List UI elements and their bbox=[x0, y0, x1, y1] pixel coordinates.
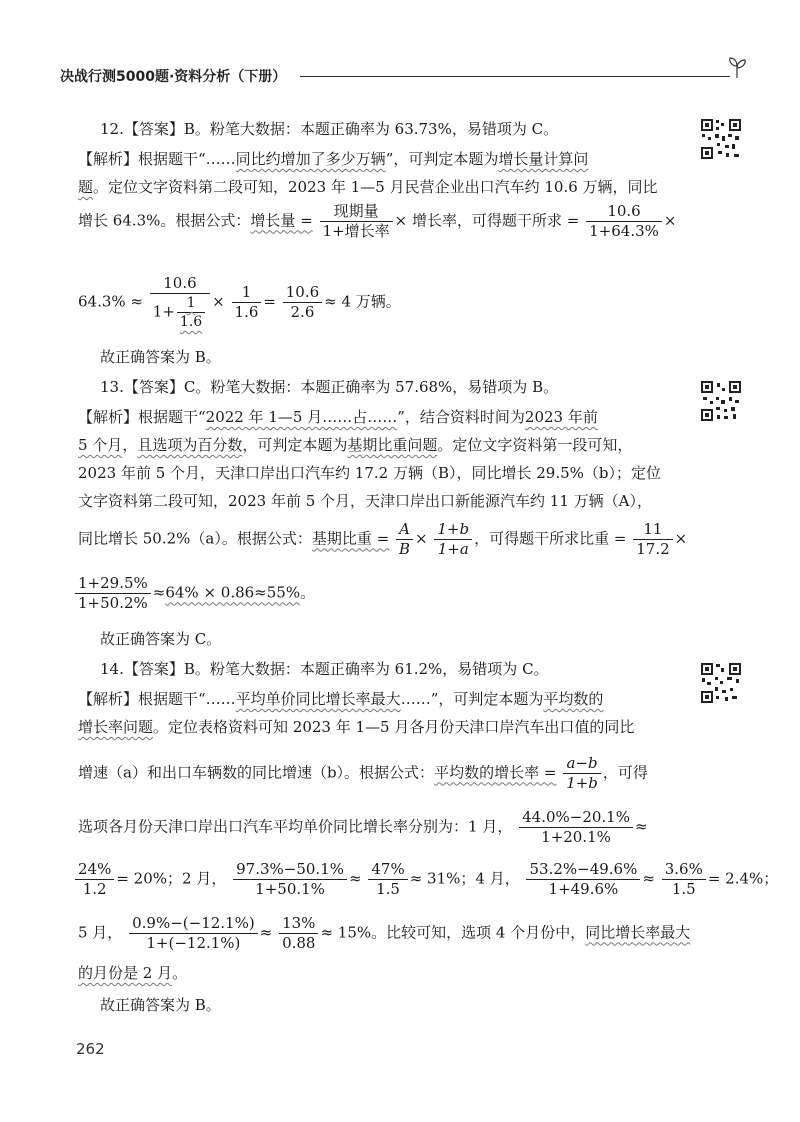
nested-fraction bbox=[177, 296, 205, 329]
text: ≈ bbox=[642, 869, 655, 888]
fraction bbox=[279, 916, 318, 951]
key-phrase: 平均数的 bbox=[543, 690, 604, 708]
numerator: 1 bbox=[241, 283, 252, 301]
text: 故正确答案为 B。 bbox=[100, 348, 221, 366]
text: ≈ bbox=[152, 583, 166, 602]
fraction bbox=[526, 862, 640, 897]
q12-analysis-line-2 bbox=[78, 176, 658, 198]
numerator: 10.6 bbox=[607, 202, 641, 220]
formula-name: 增长量 = bbox=[250, 211, 313, 230]
q14-conclusion bbox=[100, 994, 221, 1016]
q13-analysis-line-1 bbox=[78, 406, 598, 428]
q12-analysis-line-4 bbox=[78, 276, 401, 329]
text: 故正确答案为 B。 bbox=[100, 996, 221, 1014]
text: = 2.4%； bbox=[707, 869, 779, 888]
denominator: 0.88 bbox=[279, 933, 318, 951]
denominator: 1+b bbox=[563, 773, 601, 791]
fraction bbox=[75, 862, 114, 897]
text: × bbox=[415, 529, 428, 548]
text: 增长 64.3%。根据公式： bbox=[78, 211, 251, 230]
numerator: 1+b bbox=[437, 520, 470, 538]
key-phrase: 2022 年 1—5 月……占…… bbox=[205, 408, 398, 426]
text: 同比增长 50.2%（a）。根据公式： bbox=[78, 529, 312, 548]
text: 故正确答案为 C。 bbox=[100, 630, 222, 648]
numerator: a−b bbox=[566, 754, 598, 772]
q13-answer: 13.【答案】C。粉笔大数据：本题正确率为 57.68%，易错项为 B。 bbox=[100, 378, 559, 396]
text: ， bbox=[122, 436, 138, 454]
denominator: 17.2 bbox=[633, 539, 672, 557]
key-phrase: 64% × 0.86≈55% bbox=[165, 583, 301, 602]
text: 。定位表格资料可知 2023 年 1—5 月各月份天津口岸汽车出口值的同比 bbox=[153, 718, 635, 736]
key-phrase: 题 bbox=[78, 178, 94, 196]
numerator: 13% bbox=[282, 914, 316, 932]
q13-analysis-line-5 bbox=[78, 522, 687, 557]
denominator: 1+(−12.1%) bbox=[129, 933, 258, 951]
text: 选项各月份天津口岸出口汽车平均单价同比增长率分别为：1 月， bbox=[78, 817, 513, 836]
text: 【解析】根据题干“…… bbox=[78, 150, 236, 168]
q12-answer: 12.【答案】B。粉笔大数据：本题正确率为 63.73%，易错项为 C。 bbox=[100, 120, 559, 138]
key-phrase: 基期比重问题 bbox=[347, 436, 438, 454]
key-phrase: 且选项为百分数 bbox=[137, 436, 243, 454]
header-rule bbox=[300, 76, 730, 77]
page-number: 262 bbox=[76, 1040, 105, 1058]
text: 【解析】根据题干“ bbox=[78, 408, 206, 426]
numerator: 24% bbox=[78, 860, 112, 878]
numerator: 44.0%−20.1% bbox=[522, 808, 630, 826]
text: = 20%；2 月， bbox=[116, 869, 227, 888]
denominator bbox=[150, 293, 210, 329]
fraction bbox=[434, 522, 472, 557]
fraction bbox=[233, 862, 347, 897]
running-header bbox=[60, 66, 750, 86]
text: × bbox=[212, 292, 225, 311]
denominator: 1+49.6% bbox=[526, 879, 640, 897]
qr-code-icon[interactable] bbox=[700, 662, 742, 704]
formula-name: 平均数的增长率 = bbox=[434, 763, 557, 782]
numerator: 3.6% bbox=[664, 860, 703, 878]
denominator: 1+20.1% bbox=[519, 827, 633, 845]
fraction bbox=[396, 522, 413, 557]
q14-analysis-line-6 bbox=[78, 916, 690, 951]
numerator: 1+29.5% bbox=[78, 574, 148, 592]
key-phrase: 同比约增加了多少万辆 bbox=[235, 150, 386, 168]
text: 增速（a）和出口车辆数的同比增速（b）。根据公式： bbox=[78, 763, 435, 782]
fraction bbox=[232, 285, 262, 320]
q14-analysis-line-1 bbox=[78, 688, 603, 710]
q14-analysis-line-2 bbox=[78, 716, 634, 738]
denominator: 1+64.3% bbox=[586, 221, 662, 239]
text: 。 bbox=[300, 583, 316, 602]
text: ，可判定本题为 bbox=[242, 436, 348, 454]
text: ≈ bbox=[349, 869, 362, 888]
numerator: 1 bbox=[186, 295, 196, 311]
q12-conclusion bbox=[100, 346, 221, 368]
q14-answer: 14.【答案】B。粉笔大数据：本题正确率为 61.2%，易错项为 C。 bbox=[100, 660, 549, 678]
fraction bbox=[320, 204, 393, 239]
q13-conclusion bbox=[100, 628, 221, 650]
fraction bbox=[586, 204, 662, 239]
qr-code-icon[interactable] bbox=[700, 118, 742, 160]
text: × bbox=[663, 211, 677, 230]
numerator: 53.2%−49.6% bbox=[529, 860, 638, 878]
numerator: 现期量 bbox=[333, 202, 379, 220]
numerator: 47% bbox=[371, 860, 405, 878]
key-phrase: 5 个月 bbox=[78, 436, 123, 454]
text: ”，结合资料时间为 bbox=[397, 408, 525, 426]
fraction bbox=[662, 862, 706, 897]
text: ≈ 31%；4 月， bbox=[409, 869, 520, 888]
text: ≈ 4 万辆。 bbox=[324, 292, 401, 311]
q14-analysis-line-3 bbox=[78, 756, 648, 791]
text: 文字资料第二段可知，2023 年前 5 个月，天津口岸出口新能源汽车约 11 万辆（A）， bbox=[78, 492, 652, 510]
text: 。定位文字资料第一段可知， bbox=[437, 436, 633, 454]
formula-name: 基期比重 = bbox=[311, 529, 390, 548]
text: ≈ bbox=[634, 817, 648, 836]
q14-analysis-line-7 bbox=[78, 962, 187, 984]
text: × bbox=[674, 529, 688, 548]
fraction bbox=[150, 276, 210, 329]
text: ，可得题干所求 = bbox=[457, 211, 580, 230]
sprout-icon bbox=[724, 54, 750, 80]
denominator: 1+a bbox=[434, 539, 472, 557]
fraction bbox=[563, 756, 601, 791]
q13-analysis-line-6 bbox=[78, 576, 315, 611]
text: = bbox=[263, 292, 276, 311]
numerator: A bbox=[399, 520, 410, 538]
text: 1+ bbox=[152, 302, 175, 321]
text: ……”，可判定本题为 bbox=[400, 690, 544, 708]
denominator: B bbox=[396, 539, 413, 557]
numerator: 97.3%−50.1% bbox=[236, 860, 344, 878]
denominator: 1+50.1% bbox=[233, 879, 347, 897]
denominator: 1+50.2% bbox=[75, 593, 151, 611]
denominator: 1+增长率 bbox=[320, 221, 393, 239]
numerator: 10.6 bbox=[285, 283, 320, 301]
text: ≈ 15%。比较可知，选项 4 个月份中， bbox=[320, 923, 586, 942]
denominator: 1.6 bbox=[232, 302, 262, 320]
book-title: 决战行测5000题·资料分析（下册） bbox=[60, 69, 287, 85]
fraction bbox=[368, 862, 407, 897]
text: ”，可判定本题为 bbox=[385, 150, 499, 168]
text: ≈ bbox=[259, 923, 273, 942]
q14-analysis-line-4 bbox=[78, 810, 648, 845]
q13-analysis-line-3 bbox=[78, 462, 661, 484]
text: × 增长率 bbox=[394, 211, 458, 230]
numerator: 11 bbox=[643, 520, 663, 538]
q14-answer-line bbox=[100, 658, 549, 680]
fraction bbox=[75, 576, 151, 611]
text: 64.3% ≈ bbox=[78, 292, 143, 311]
denominator: 1.2 bbox=[75, 879, 114, 897]
q12-analysis-line-3 bbox=[78, 204, 676, 239]
numerator: 10.6 bbox=[163, 274, 197, 292]
q13-analysis-line-4 bbox=[78, 490, 652, 512]
fraction bbox=[633, 522, 672, 557]
qr-code-icon[interactable] bbox=[700, 380, 742, 422]
text: 【解析】根据题干“…… bbox=[78, 690, 236, 708]
fraction bbox=[283, 285, 322, 320]
denominator: 1.5 bbox=[368, 879, 407, 897]
text: 。 bbox=[172, 964, 188, 982]
key-phrase: 增长量计算问 bbox=[498, 150, 589, 168]
key-phrase: 的月份是 2 月 bbox=[78, 964, 173, 982]
denominator: 2.6 bbox=[283, 302, 322, 320]
key-phrase: 增长率问题 bbox=[78, 718, 154, 736]
q14-analysis-line-5 bbox=[78, 862, 778, 897]
q12-analysis-line-1 bbox=[78, 148, 588, 170]
q12-answer-line bbox=[100, 118, 558, 140]
text: 。定位文字资料第二段可知，2023 年 1—5 月民营企业出口汽车约 10.6 万辆，同比 bbox=[93, 178, 658, 196]
key-phrase: 2023 年前 bbox=[524, 408, 598, 426]
numerator: 0.9%−(−12.1%) bbox=[132, 914, 255, 932]
fraction bbox=[519, 810, 633, 845]
q13-analysis-line-2 bbox=[78, 434, 632, 456]
fraction bbox=[129, 916, 258, 951]
q13-answer-line bbox=[100, 376, 558, 398]
text: ，可得 bbox=[602, 763, 648, 782]
text: 5 月， bbox=[78, 923, 123, 942]
text: 2023 年前 5 个月，天津口岸出口汽车约 17.2 万辆（B），同比增长 29.5%（b）；定位 bbox=[78, 464, 662, 482]
key-phrase: 同比增长率最大 bbox=[585, 923, 691, 942]
denominator: 1.5 bbox=[662, 879, 706, 897]
text: ，可得题干所求比重 = bbox=[474, 529, 627, 548]
key-phrase: 平均单价同比增长率最大 bbox=[235, 690, 401, 708]
denominator: 1.6 bbox=[177, 312, 205, 329]
